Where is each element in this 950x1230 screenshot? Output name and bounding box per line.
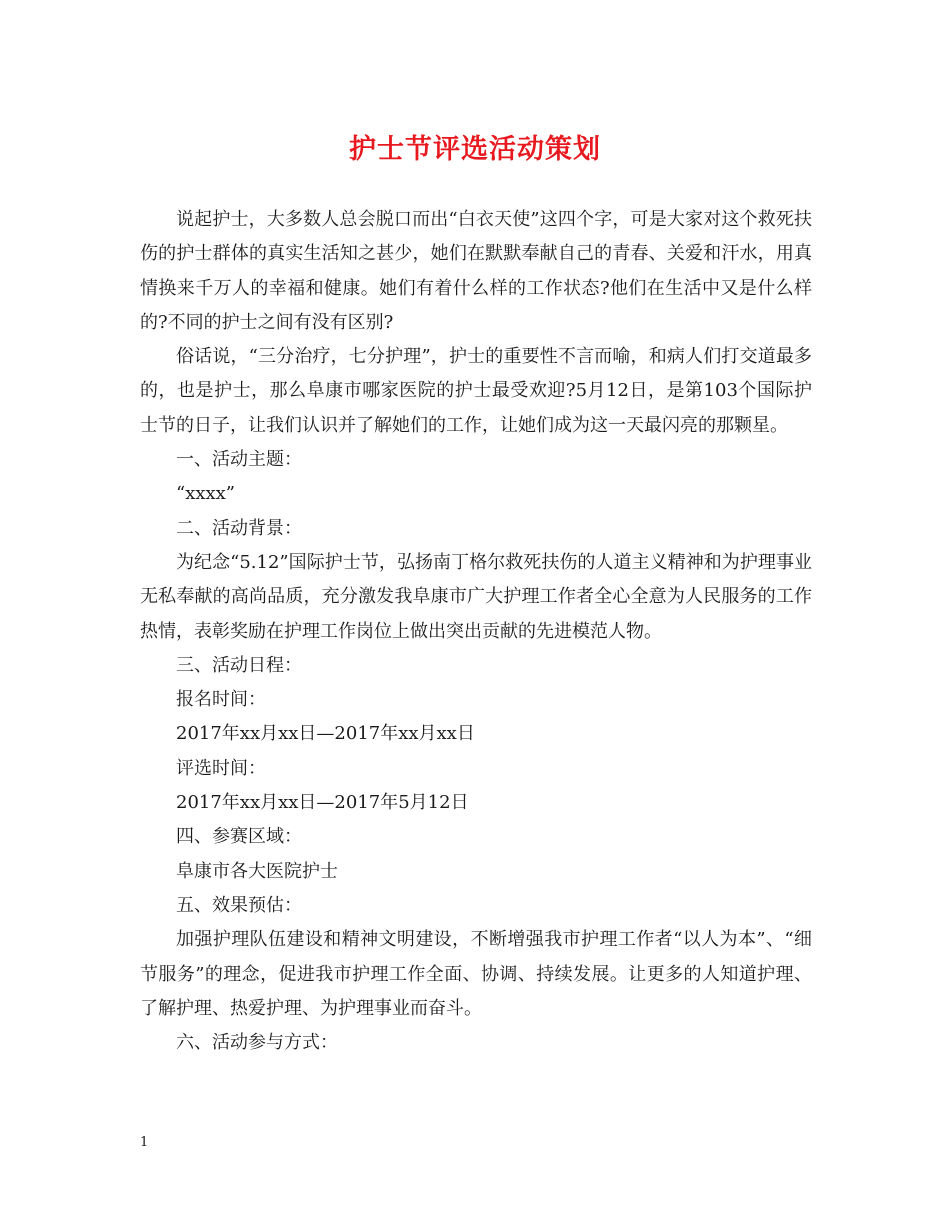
heading-theme: 一、活动主题： xyxy=(176,449,302,471)
page-number: 1 xyxy=(140,1135,149,1150)
registration-dates: 2017年xx月xx日—2017年xx月xx日 xyxy=(176,723,475,745)
paragraph-importance: 俗话说，“三分治疗，七分护理”，护士的重要性不言而喻，和病人们打交道最多的，也是护士，那么阜康市哪家医院的护士最受欢迎?5月12日，是第103个国际护士节的日子，让我们认识并了解她们的工作，让她们成为这一天最闪亮的那颗星。 xyxy=(140,346,812,436)
heading-participation: 六、活动参与方式： xyxy=(176,1032,338,1054)
heading-schedule: 三、活动日程： xyxy=(176,654,302,676)
paragraph-intro: 说起护士，大多数人总会脱口而出“白衣天使”这四个字，可是大家对这个救死扶伤的护士群体的真实生活知之甚少，她们在默默奉献自己的青春、关爱和汗水，用真情换来千万人的幸福和健康。她们有着什么样的工作状态?他们在生活中又是什么样的?不同的护士之间有没有区别? xyxy=(140,209,812,333)
heading-expected-effect: 五、效果预估： xyxy=(176,894,302,916)
document-body xyxy=(140,203,812,1060)
theme-value: “xxxx” xyxy=(176,483,236,505)
region-value: 阜康市各大医院护士 xyxy=(176,860,338,882)
paragraph-background: 为纪念“5.12”国际护士节，弘扬南丁格尔救死扶伤的人道主义精神和为护理事业无私奉献的高尚品质，充分激发我阜康市广大护理工作者全心全意为人民服务的工作热情，表彰奖励在护理工作岗位上做出突出贡献的先进模范人物。 xyxy=(140,551,812,642)
selection-dates: 2017年xx月xx日—2017年5月12日 xyxy=(176,792,469,814)
label-selection-time: 评选时间： xyxy=(176,757,266,779)
heading-background: 二、活动背景： xyxy=(176,517,302,539)
paragraph-expected-effect: 加强护理队伍建设和精神文明建设，不断增强我市护理工作者“以人为本”、“细节服务”的理念，促进我市护理工作全面、协调、持续发展。让更多的人知道护理、了解护理、热爱护理、为护理事业而奋斗。 xyxy=(140,929,812,1019)
heading-region: 四、参赛区域： xyxy=(176,826,302,848)
label-registration-time: 报名时间： xyxy=(176,689,266,711)
document-title: 护士节评选活动策划 xyxy=(349,134,601,165)
